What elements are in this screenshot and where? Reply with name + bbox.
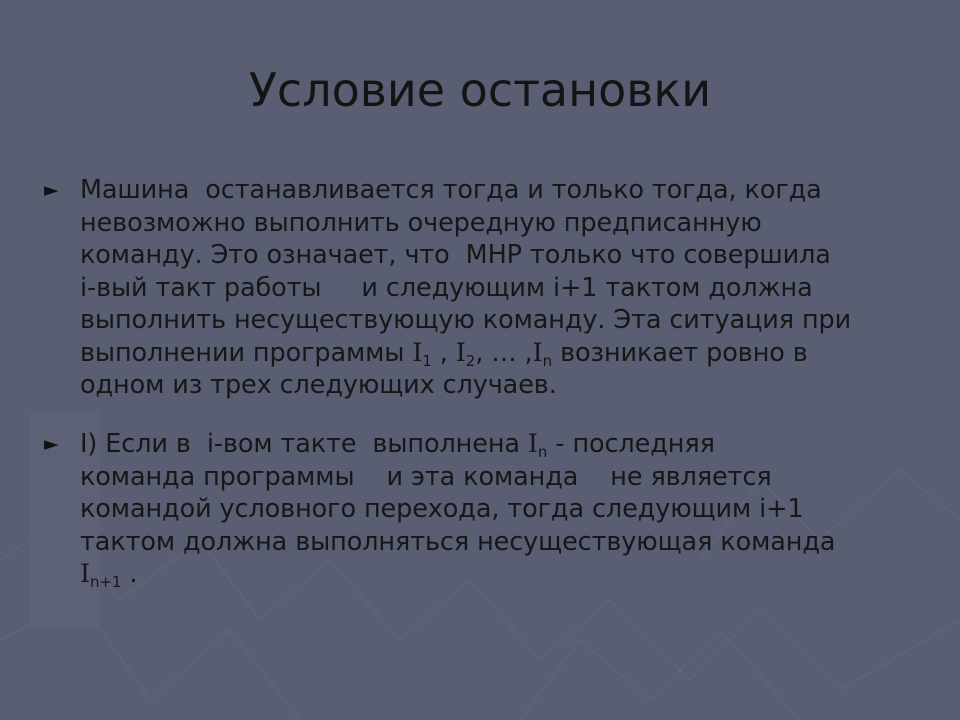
text-line: невозможно выполнить очередную предписанную [80,207,762,238]
text-segment: , [431,337,456,368]
text-line: одном из трех следующих случаев. [80,370,557,400]
text-line-case [80,428,934,461]
text-segment: . [121,559,138,589]
instruction-symbol: I [80,559,90,589]
text-line: Машина останавливается тогда и только тогда, когда [80,175,822,205]
instruction-symbol: I [412,337,423,368]
text-line: команда программы и эта команда не является [80,461,772,492]
instruction-symbol: I [455,337,466,368]
subscript: 1 [422,351,432,370]
bullet-text [80,174,934,402]
text-segment: I) Если в i-вом такте выполнена [80,429,528,459]
slide-title: Условие остановки [248,63,712,117]
subscript: n [542,351,553,370]
text-line: тактом должна выполняться несуществующая команда [80,526,836,557]
text-segment: выполнении программы [80,337,413,368]
text-line: i-вый такт работы и следующим i+1 тактом должна [80,272,813,303]
text-line-programs [80,337,934,370]
text-segment: , … , [475,337,533,368]
text-segment: возникает ровно в [552,337,808,368]
instruction-symbol: I [527,429,538,459]
instruction-symbol: I [532,337,543,368]
triangle-bullet-icon: ► [44,433,59,455]
bullet-item-case-one [44,428,934,591]
subscript: n+1 [89,573,122,591]
text-line: командой условного перехода, тогда следующим i+1 [80,494,804,524]
text-line-last [80,558,934,591]
text-segment: - последняя [547,429,715,459]
bullet-text [80,428,934,591]
subscript: n [537,443,548,461]
text-line: команду. Это означает, что МНР только что совершила [80,240,831,270]
triangle-bullet-icon: ► [44,179,59,201]
subscript: 2 [465,351,476,370]
bullet-item-stop-condition [44,174,934,402]
text-line: выполнить несуществующую команду. Эта ситуация при [80,305,852,335]
